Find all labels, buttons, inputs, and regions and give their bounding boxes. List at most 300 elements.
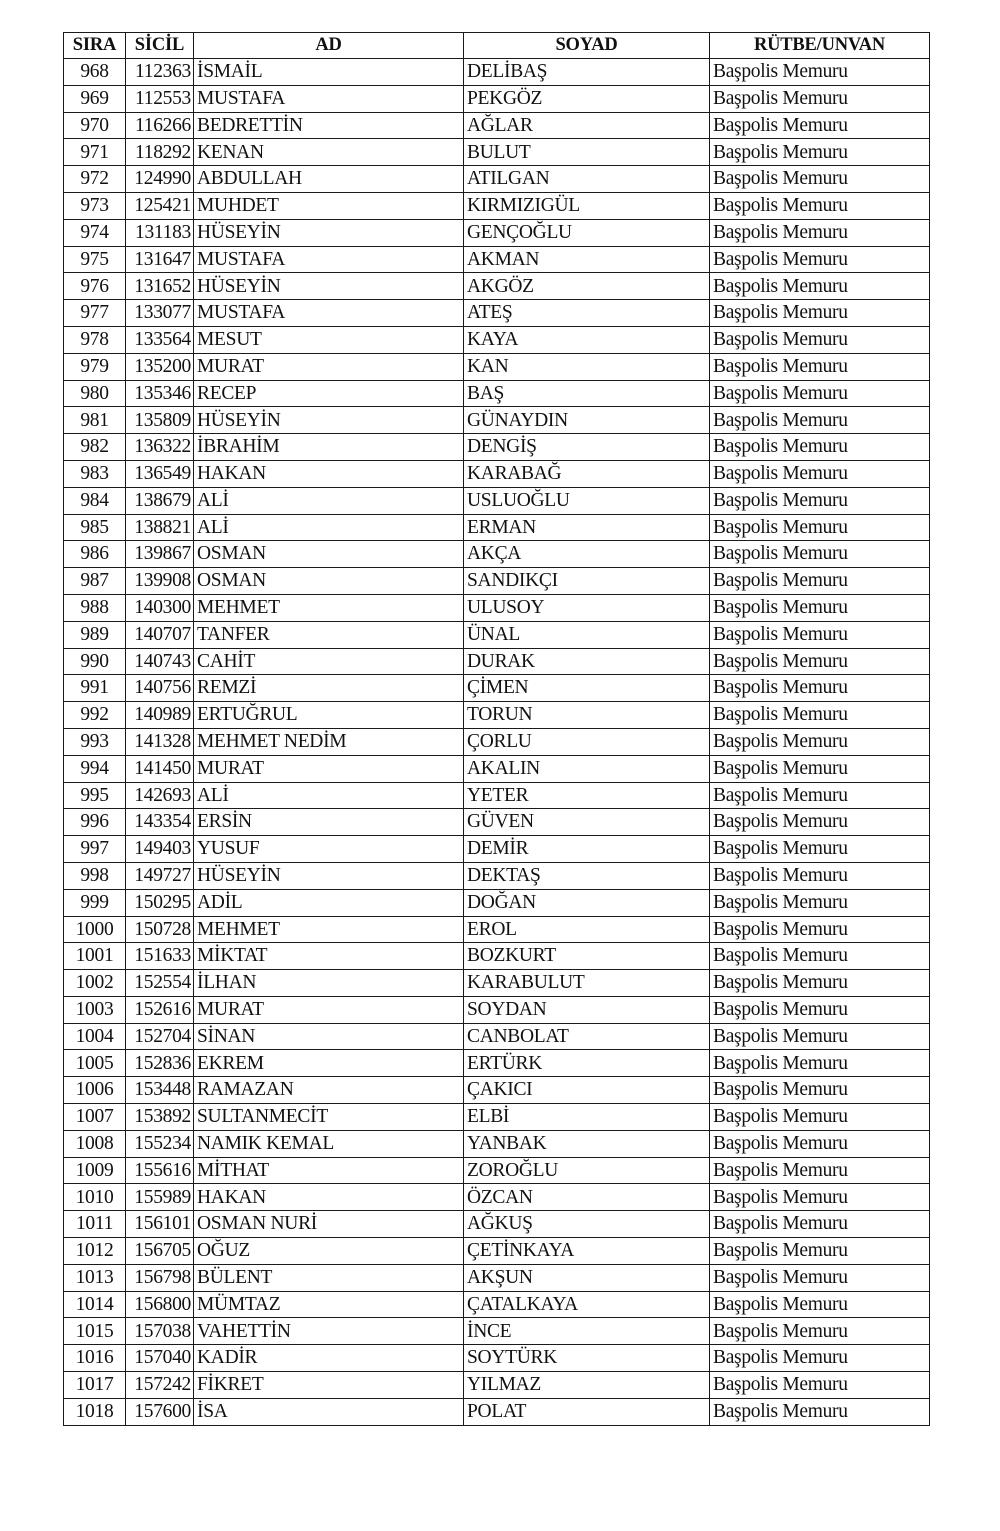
sira-cell: 1014	[64, 1291, 126, 1318]
soyad-cell: AKŞUN	[464, 1264, 710, 1291]
column-header-sicil: SİCİL	[126, 33, 194, 59]
rutbe-cell: Başpolis Memuru	[710, 1211, 930, 1238]
ad-cell: HÜSEYİN	[194, 407, 464, 434]
soyad-cell: YANBAK	[464, 1130, 710, 1157]
soyad-cell: EROL	[464, 916, 710, 943]
soyad-cell: TORUN	[464, 702, 710, 729]
sicil-cell: 155616	[126, 1157, 194, 1184]
soyad-cell: USLUOĞLU	[464, 487, 710, 514]
ad-cell: MUSTAFA	[194, 300, 464, 327]
sira-cell: 1002	[64, 970, 126, 997]
sicil-cell: 156101	[126, 1211, 194, 1238]
ad-cell: SULTANMECİT	[194, 1104, 464, 1131]
soyad-cell: ÇETİNKAYA	[464, 1238, 710, 1265]
table-row	[64, 1238, 930, 1265]
soyad-cell: SANDIKÇI	[464, 568, 710, 595]
rutbe-cell: Başpolis Memuru	[710, 434, 930, 461]
ad-cell: ERSİN	[194, 809, 464, 836]
sicil-cell: 133077	[126, 300, 194, 327]
rutbe-cell: Başpolis Memuru	[710, 326, 930, 353]
rutbe-cell: Başpolis Memuru	[710, 648, 930, 675]
sicil-cell: 140756	[126, 675, 194, 702]
rutbe-cell: Başpolis Memuru	[710, 112, 930, 139]
rutbe-cell: Başpolis Memuru	[710, 460, 930, 487]
sira-cell: 999	[64, 889, 126, 916]
table-row	[64, 862, 930, 889]
sira-cell: 975	[64, 246, 126, 273]
table-row	[64, 702, 930, 729]
sicil-cell: 141328	[126, 728, 194, 755]
table-row	[64, 1077, 930, 1104]
sicil-cell: 118292	[126, 139, 194, 166]
ad-cell: OSMAN	[194, 568, 464, 595]
sira-cell: 1012	[64, 1238, 126, 1265]
table-row	[64, 621, 930, 648]
sicil-cell: 156800	[126, 1291, 194, 1318]
table-row	[64, 1050, 930, 1077]
sira-cell: 1004	[64, 1023, 126, 1050]
rutbe-cell: Başpolis Memuru	[710, 1050, 930, 1077]
sicil-cell: 139867	[126, 541, 194, 568]
sira-cell: 1003	[64, 996, 126, 1023]
soyad-cell: DELİBAŞ	[464, 59, 710, 86]
rutbe-cell: Başpolis Memuru	[710, 1372, 930, 1399]
sicil-cell: 156798	[126, 1264, 194, 1291]
ad-cell: HAKAN	[194, 460, 464, 487]
sicil-cell: 140989	[126, 702, 194, 729]
sira-cell: 983	[64, 460, 126, 487]
sicil-cell: 135346	[126, 380, 194, 407]
soyad-cell: SOYDAN	[464, 996, 710, 1023]
sira-cell: 1000	[64, 916, 126, 943]
rutbe-cell: Başpolis Memuru	[710, 862, 930, 889]
table-row	[64, 246, 930, 273]
rutbe-cell: Başpolis Memuru	[710, 246, 930, 273]
ad-cell: HÜSEYİN	[194, 862, 464, 889]
table-row	[64, 782, 930, 809]
sira-cell: 1005	[64, 1050, 126, 1077]
soyad-cell: KARABAĞ	[464, 460, 710, 487]
ad-cell: ALİ	[194, 514, 464, 541]
table-row	[64, 1398, 930, 1425]
rutbe-cell: Başpolis Memuru	[710, 943, 930, 970]
sicil-cell: 152704	[126, 1023, 194, 1050]
sicil-cell: 138679	[126, 487, 194, 514]
sicil-cell: 135809	[126, 407, 194, 434]
soyad-cell: DENGİŞ	[464, 434, 710, 461]
soyad-cell: GÜVEN	[464, 809, 710, 836]
soyad-cell: BOZKURT	[464, 943, 710, 970]
sicil-cell: 152836	[126, 1050, 194, 1077]
soyad-cell: AKGÖZ	[464, 273, 710, 300]
soyad-cell: BAŞ	[464, 380, 710, 407]
table-row	[64, 1264, 930, 1291]
ad-cell: MURAT	[194, 755, 464, 782]
ad-cell: MİTHAT	[194, 1157, 464, 1184]
ad-cell: RECEP	[194, 380, 464, 407]
rutbe-cell: Başpolis Memuru	[710, 568, 930, 595]
sira-cell: 990	[64, 648, 126, 675]
table-row	[64, 1345, 930, 1372]
rutbe-cell: Başpolis Memuru	[710, 889, 930, 916]
sira-cell: 1017	[64, 1372, 126, 1399]
table-row	[64, 1104, 930, 1131]
table-row	[64, 434, 930, 461]
sicil-cell: 140743	[126, 648, 194, 675]
sicil-cell: 150728	[126, 916, 194, 943]
table-row	[64, 1211, 930, 1238]
sicil-cell: 150295	[126, 889, 194, 916]
table-row	[64, 112, 930, 139]
sira-cell: 976	[64, 273, 126, 300]
table-row	[64, 192, 930, 219]
rutbe-cell: Başpolis Memuru	[710, 192, 930, 219]
table-row	[64, 970, 930, 997]
rutbe-cell: Başpolis Memuru	[710, 1318, 930, 1345]
soyad-cell: KIRMIZIGÜL	[464, 192, 710, 219]
ad-cell: REMZİ	[194, 675, 464, 702]
rutbe-cell: Başpolis Memuru	[710, 702, 930, 729]
ad-cell: MEHMET NEDİM	[194, 728, 464, 755]
ad-cell: MESUT	[194, 326, 464, 353]
sicil-cell: 141450	[126, 755, 194, 782]
sicil-cell: 112363	[126, 59, 194, 86]
sicil-cell: 112553	[126, 85, 194, 112]
table-row	[64, 273, 930, 300]
rutbe-cell: Başpolis Memuru	[710, 407, 930, 434]
sira-cell: 984	[64, 487, 126, 514]
sicil-cell: 131647	[126, 246, 194, 273]
soyad-cell: İNCE	[464, 1318, 710, 1345]
sicil-cell: 131183	[126, 219, 194, 246]
sira-cell: 1001	[64, 943, 126, 970]
table-row	[64, 568, 930, 595]
ad-cell: ALİ	[194, 782, 464, 809]
rutbe-cell: Başpolis Memuru	[710, 782, 930, 809]
table-row	[64, 59, 930, 86]
table-row	[64, 380, 930, 407]
sira-cell: 1018	[64, 1398, 126, 1425]
sicil-cell: 156705	[126, 1238, 194, 1265]
ad-cell: FİKRET	[194, 1372, 464, 1399]
rutbe-cell: Başpolis Memuru	[710, 139, 930, 166]
ad-cell: MUSTAFA	[194, 246, 464, 273]
rutbe-cell: Başpolis Memuru	[710, 1077, 930, 1104]
sira-cell: 970	[64, 112, 126, 139]
sira-cell: 977	[64, 300, 126, 327]
sicil-cell: 133564	[126, 326, 194, 353]
sicil-cell: 136322	[126, 434, 194, 461]
sira-cell: 974	[64, 219, 126, 246]
ad-cell: HÜSEYİN	[194, 273, 464, 300]
sira-cell: 996	[64, 809, 126, 836]
rutbe-cell: Başpolis Memuru	[710, 836, 930, 863]
sira-cell: 985	[64, 514, 126, 541]
sira-cell: 987	[64, 568, 126, 595]
table-row	[64, 487, 930, 514]
sicil-cell: 157038	[126, 1318, 194, 1345]
table-row	[64, 139, 930, 166]
column-header-soyad: SOYAD	[464, 33, 710, 59]
table-row	[64, 407, 930, 434]
sicil-cell: 142693	[126, 782, 194, 809]
soyad-cell: DURAK	[464, 648, 710, 675]
sira-cell: 971	[64, 139, 126, 166]
ad-cell: YUSUF	[194, 836, 464, 863]
rutbe-cell: Başpolis Memuru	[710, 487, 930, 514]
soyad-cell: ÇİMEN	[464, 675, 710, 702]
rutbe-cell: Başpolis Memuru	[710, 916, 930, 943]
table-row	[64, 85, 930, 112]
table-row	[64, 1318, 930, 1345]
sira-cell: 998	[64, 862, 126, 889]
soyad-cell: DOĞAN	[464, 889, 710, 916]
table-row	[64, 594, 930, 621]
rutbe-cell: Başpolis Memuru	[710, 1157, 930, 1184]
sicil-cell: 157040	[126, 1345, 194, 1372]
rutbe-cell: Başpolis Memuru	[710, 1184, 930, 1211]
ad-cell: NAMIK KEMAL	[194, 1130, 464, 1157]
soyad-cell: DEKTAŞ	[464, 862, 710, 889]
rutbe-cell: Başpolis Memuru	[710, 675, 930, 702]
sira-cell: 995	[64, 782, 126, 809]
table-row	[64, 541, 930, 568]
ad-cell: ERTUĞRUL	[194, 702, 464, 729]
rutbe-cell: Başpolis Memuru	[710, 755, 930, 782]
table-body	[64, 59, 930, 1426]
sicil-cell: 139908	[126, 568, 194, 595]
table-row	[64, 326, 930, 353]
rutbe-cell: Başpolis Memuru	[710, 1104, 930, 1131]
sira-cell: 1007	[64, 1104, 126, 1131]
soyad-cell: ÖZCAN	[464, 1184, 710, 1211]
column-header-sira: SIRA	[64, 33, 126, 59]
table-row	[64, 1291, 930, 1318]
ad-cell: MUHDET	[194, 192, 464, 219]
soyad-cell: ZOROĞLU	[464, 1157, 710, 1184]
rutbe-cell: Başpolis Memuru	[710, 1291, 930, 1318]
sicil-cell: 153448	[126, 1077, 194, 1104]
sicil-cell: 153892	[126, 1104, 194, 1131]
sira-cell: 986	[64, 541, 126, 568]
ad-cell: MEHMET	[194, 916, 464, 943]
ad-cell: MÜMTAZ	[194, 1291, 464, 1318]
sicil-cell: 149727	[126, 862, 194, 889]
ad-cell: HÜSEYİN	[194, 219, 464, 246]
rutbe-cell: Başpolis Memuru	[710, 353, 930, 380]
soyad-cell: BULUT	[464, 139, 710, 166]
table-row	[64, 1372, 930, 1399]
soyad-cell: ERMAN	[464, 514, 710, 541]
sira-cell: 972	[64, 166, 126, 193]
sira-cell: 982	[64, 434, 126, 461]
table-row	[64, 353, 930, 380]
soyad-cell: ELBİ	[464, 1104, 710, 1131]
ad-cell: KADİR	[194, 1345, 464, 1372]
rutbe-cell: Başpolis Memuru	[710, 541, 930, 568]
rutbe-cell: Başpolis Memuru	[710, 809, 930, 836]
soyad-cell: ÇORLU	[464, 728, 710, 755]
soyad-cell: YILMAZ	[464, 1372, 710, 1399]
sira-cell: 1015	[64, 1318, 126, 1345]
table-row	[64, 1184, 930, 1211]
table-row	[64, 836, 930, 863]
ad-cell: OSMAN NURİ	[194, 1211, 464, 1238]
sicil-cell: 143354	[126, 809, 194, 836]
rutbe-cell: Başpolis Memuru	[710, 166, 930, 193]
table-row	[64, 1157, 930, 1184]
rutbe-cell: Başpolis Memuru	[710, 85, 930, 112]
rutbe-cell: Başpolis Memuru	[710, 970, 930, 997]
rutbe-cell: Başpolis Memuru	[710, 514, 930, 541]
ad-cell: MURAT	[194, 353, 464, 380]
table-row	[64, 460, 930, 487]
sicil-cell: 131652	[126, 273, 194, 300]
table-row	[64, 755, 930, 782]
sicil-cell: 138821	[126, 514, 194, 541]
sira-cell: 993	[64, 728, 126, 755]
column-header-ad: AD	[194, 33, 464, 59]
rutbe-cell: Başpolis Memuru	[710, 300, 930, 327]
rutbe-cell: Başpolis Memuru	[710, 1345, 930, 1372]
sira-cell: 973	[64, 192, 126, 219]
rutbe-cell: Başpolis Memuru	[710, 380, 930, 407]
rutbe-cell: Başpolis Memuru	[710, 219, 930, 246]
soyad-cell: AKMAN	[464, 246, 710, 273]
soyad-cell: CANBOLAT	[464, 1023, 710, 1050]
table-row	[64, 648, 930, 675]
soyad-cell: AKALIN	[464, 755, 710, 782]
sicil-cell: 140707	[126, 621, 194, 648]
ad-cell: İSA	[194, 1398, 464, 1425]
rutbe-cell: Başpolis Memuru	[710, 1264, 930, 1291]
sira-cell: 968	[64, 59, 126, 86]
sicil-cell: 157600	[126, 1398, 194, 1425]
soyad-cell: AĞKUŞ	[464, 1211, 710, 1238]
rutbe-cell: Başpolis Memuru	[710, 996, 930, 1023]
soyad-cell: ÜNAL	[464, 621, 710, 648]
rutbe-cell: Başpolis Memuru	[710, 1238, 930, 1265]
sira-cell: 989	[64, 621, 126, 648]
ad-cell: İLHAN	[194, 970, 464, 997]
soyad-cell: DEMİR	[464, 836, 710, 863]
sira-cell: 1011	[64, 1211, 126, 1238]
sicil-cell: 155989	[126, 1184, 194, 1211]
ad-cell: EKREM	[194, 1050, 464, 1077]
sira-cell: 1006	[64, 1077, 126, 1104]
sicil-cell: 157242	[126, 1372, 194, 1399]
ad-cell: KENAN	[194, 139, 464, 166]
ad-cell: MEHMET	[194, 594, 464, 621]
sira-cell: 981	[64, 407, 126, 434]
table-row	[64, 996, 930, 1023]
ad-cell: ADİL	[194, 889, 464, 916]
rutbe-cell: Başpolis Memuru	[710, 273, 930, 300]
table-row	[64, 514, 930, 541]
rutbe-cell: Başpolis Memuru	[710, 728, 930, 755]
soyad-cell: ÇATALKAYA	[464, 1291, 710, 1318]
table-row	[64, 219, 930, 246]
soyad-cell: AĞLAR	[464, 112, 710, 139]
sicil-cell: 140300	[126, 594, 194, 621]
sicil-cell: 155234	[126, 1130, 194, 1157]
sira-cell: 969	[64, 85, 126, 112]
soyad-cell: POLAT	[464, 1398, 710, 1425]
rutbe-cell: Başpolis Memuru	[710, 59, 930, 86]
table-row	[64, 943, 930, 970]
table-row	[64, 889, 930, 916]
soyad-cell: ATEŞ	[464, 300, 710, 327]
soyad-cell: ATILGAN	[464, 166, 710, 193]
ad-cell: ALİ	[194, 487, 464, 514]
rutbe-cell: Başpolis Memuru	[710, 1023, 930, 1050]
ad-cell: OSMAN	[194, 541, 464, 568]
rutbe-cell: Başpolis Memuru	[710, 621, 930, 648]
rutbe-cell: Başpolis Memuru	[710, 1130, 930, 1157]
soyad-cell: YETER	[464, 782, 710, 809]
sicil-cell: 124990	[126, 166, 194, 193]
document-page	[63, 32, 929, 1426]
sira-cell: 997	[64, 836, 126, 863]
table-row	[64, 809, 930, 836]
ad-cell: BÜLENT	[194, 1264, 464, 1291]
table-row	[64, 728, 930, 755]
ad-cell: VAHETTİN	[194, 1318, 464, 1345]
table-header	[64, 33, 930, 59]
ad-cell: BEDRETTİN	[194, 112, 464, 139]
ad-cell: TANFER	[194, 621, 464, 648]
soyad-cell: ERTÜRK	[464, 1050, 710, 1077]
sira-cell: 1013	[64, 1264, 126, 1291]
ad-cell: İSMAİL	[194, 59, 464, 86]
sira-cell: 1008	[64, 1130, 126, 1157]
sicil-cell: 125421	[126, 192, 194, 219]
ad-cell: OĞUZ	[194, 1238, 464, 1265]
ad-cell: ABDULLAH	[194, 166, 464, 193]
soyad-cell: KARABULUT	[464, 970, 710, 997]
sicil-cell: 135200	[126, 353, 194, 380]
sicil-cell: 136549	[126, 460, 194, 487]
sira-cell: 1010	[64, 1184, 126, 1211]
ad-cell: MUSTAFA	[194, 85, 464, 112]
sira-cell: 992	[64, 702, 126, 729]
sira-cell: 1009	[64, 1157, 126, 1184]
table-row	[64, 916, 930, 943]
ad-cell: RAMAZAN	[194, 1077, 464, 1104]
sicil-cell: 152554	[126, 970, 194, 997]
soyad-cell: PEKGÖZ	[464, 85, 710, 112]
soyad-cell: KAN	[464, 353, 710, 380]
ad-cell: MİKTAT	[194, 943, 464, 970]
rutbe-cell: Başpolis Memuru	[710, 1398, 930, 1425]
header-row	[64, 33, 930, 59]
sira-cell: 991	[64, 675, 126, 702]
column-header-rutbe: RÜTBE/UNVAN	[710, 33, 930, 59]
sira-cell: 979	[64, 353, 126, 380]
personnel-table	[63, 32, 930, 1426]
rutbe-cell: Başpolis Memuru	[710, 594, 930, 621]
sira-cell: 994	[64, 755, 126, 782]
table-row	[64, 1130, 930, 1157]
soyad-cell: AKÇA	[464, 541, 710, 568]
sira-cell: 988	[64, 594, 126, 621]
table-row	[64, 300, 930, 327]
soyad-cell: SOYTÜRK	[464, 1345, 710, 1372]
soyad-cell: ULUSOY	[464, 594, 710, 621]
sicil-cell: 149403	[126, 836, 194, 863]
sira-cell: 978	[64, 326, 126, 353]
ad-cell: CAHİT	[194, 648, 464, 675]
